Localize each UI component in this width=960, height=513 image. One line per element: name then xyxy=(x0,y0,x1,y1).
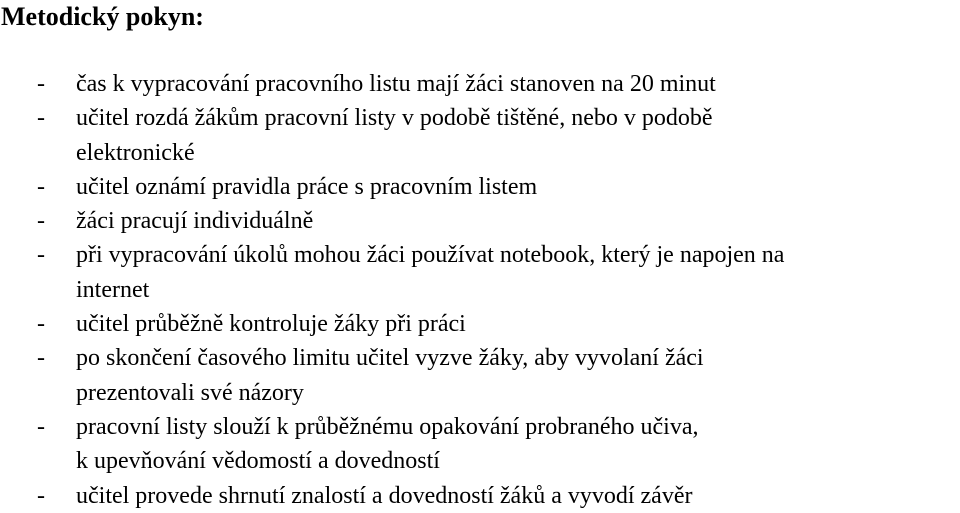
bullet-dash: - xyxy=(37,482,45,509)
list-item-line: k upevňování vědomostí a dovedností xyxy=(76,448,440,475)
list-item-line: učitel oznámí pravidla práce s pracovním listem xyxy=(76,173,538,200)
bullet-dash: - xyxy=(37,242,45,269)
bullet-dash: - xyxy=(37,208,45,235)
list-item-line: internet xyxy=(76,276,150,303)
list-item xyxy=(0,101,960,170)
bullet-dash: - xyxy=(37,311,45,338)
list-item-line: pracovní listy slouží k průběžnému opakování probraného učiva, xyxy=(76,413,699,440)
list-item xyxy=(0,479,960,513)
bullet-dash: - xyxy=(37,173,45,200)
list-item-line: učitel rozdá žákům pracovní listy v podobě tištěné, nebo v podobě xyxy=(76,105,713,132)
bullet-dash: - xyxy=(37,71,45,97)
list-item-line: elektronické xyxy=(76,139,195,166)
list-item-line: žáci pracují individuálně xyxy=(76,208,314,235)
instruction-list xyxy=(0,67,960,513)
list-item-line: po skončení časového limitu učitel vyzve žáky, aby vyvolaní žáci xyxy=(76,345,704,372)
bullet-dash: - xyxy=(37,345,45,372)
list-item xyxy=(0,204,960,238)
list-item xyxy=(0,410,960,479)
list-item-line: čas k vypracování pracovního listu mají žáci stanoven na 20 minut xyxy=(76,71,716,97)
list-item xyxy=(0,67,960,101)
list-item xyxy=(0,307,960,341)
bullet-dash: - xyxy=(37,105,45,132)
list-item-line: učitel provede shrnutí znalostí a dovedností žáků a vyvodí závěr xyxy=(76,482,693,509)
list-item xyxy=(0,170,960,204)
list-item-line: prezentovali své názory xyxy=(76,379,304,406)
bullet-dash: - xyxy=(37,413,45,440)
list-item xyxy=(0,341,960,410)
page-title: Metodický pokyn: xyxy=(1,2,204,31)
list-item-line: učitel průběžně kontroluje žáky při práci xyxy=(76,311,466,338)
list-item xyxy=(0,238,960,307)
list-item-line: při vypracování úkolů mohou žáci používat notebook, který je napojen na xyxy=(76,242,785,269)
